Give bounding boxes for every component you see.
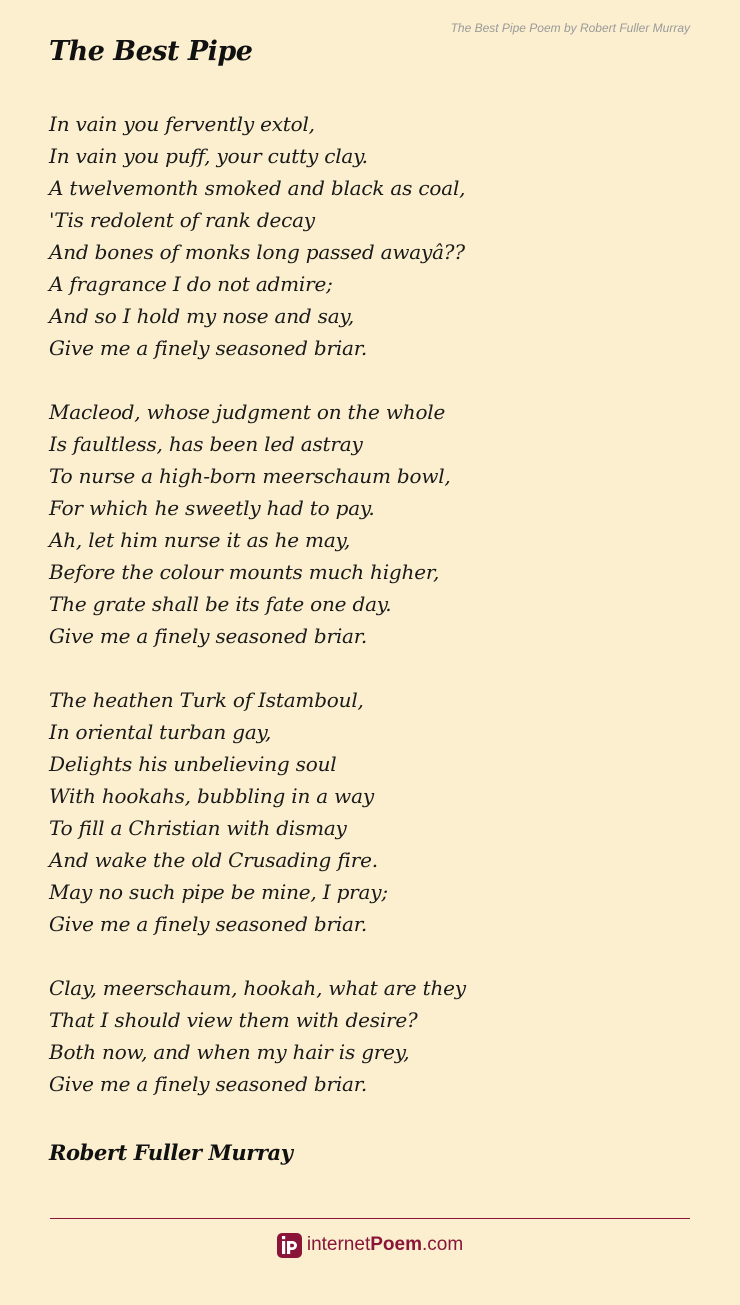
stanza-4 bbox=[49, 972, 689, 1100]
poem-line: And wake the old Crusading fire. bbox=[49, 848, 378, 872]
poem-line: That I should view them with desire? bbox=[49, 1008, 418, 1032]
poem-line: To nurse a high-born meerschaum bowl, bbox=[49, 464, 451, 488]
poem-caption: The Best Pipe Poem by Robert Fuller Murray bbox=[450, 21, 690, 35]
poem-line: And bones of monks long passed awayâ?? bbox=[49, 240, 465, 264]
poem-line: Give me a finely seasoned briar. bbox=[49, 336, 368, 360]
stanza-1 bbox=[49, 108, 689, 364]
poem-author: Robert Fuller Murray bbox=[49, 1140, 293, 1165]
site-name-link[interactable] bbox=[307, 1234, 463, 1256]
poem-body bbox=[49, 108, 689, 1132]
poem-line: Clay, meerschaum, hookah, what are they bbox=[49, 976, 466, 1000]
poem-line: Give me a finely seasoned briar. bbox=[49, 1072, 368, 1096]
site-name-part1: internet bbox=[306, 1234, 371, 1255]
site-footer[interactable] bbox=[0, 1230, 740, 1260]
poem-line: May no such pipe be mine, I pray; bbox=[49, 880, 388, 904]
poem-line: Both now, and when my hair is grey, bbox=[49, 1040, 410, 1064]
poem-line: In vain you fervently extol, bbox=[49, 112, 315, 136]
poem-line: Before the colour mounts much higher, bbox=[49, 560, 440, 584]
poem-line: A fragrance I do not admire; bbox=[49, 272, 333, 296]
poem-title: The Best Pipe bbox=[49, 36, 253, 67]
site-name-part3: .com bbox=[421, 1234, 464, 1255]
poem-line: To fill a Christian with dismay bbox=[49, 816, 347, 840]
poem-line: In vain you puff, your cutty clay. bbox=[49, 144, 368, 168]
poem-line: Delights his unbelieving soul bbox=[49, 752, 337, 776]
stanza-2 bbox=[49, 396, 689, 652]
poem-line: The grate shall be its fate one day. bbox=[49, 592, 392, 616]
poem-line: With hookahs, bubbling in a way bbox=[49, 784, 374, 808]
poem-line: Give me a finely seasoned briar. bbox=[49, 912, 368, 936]
poem-line: Give me a finely seasoned briar. bbox=[49, 624, 368, 648]
poem-line: Ah, let him nurse it as he may, bbox=[49, 528, 351, 552]
footer-divider bbox=[50, 1218, 690, 1219]
poem-line: In oriental turban gay, bbox=[49, 720, 272, 744]
poem-line: The heathen Turk of Istamboul, bbox=[49, 688, 364, 712]
ip-logo-glyph bbox=[277, 1233, 302, 1258]
site-name-part2: Poem bbox=[370, 1234, 422, 1255]
ip-logo-icon bbox=[277, 1233, 302, 1258]
poem-line: And so I hold my nose and say, bbox=[49, 304, 355, 328]
poem-line: Is faultless, has been led astray bbox=[49, 432, 363, 456]
poem-line: For which he sweetly had to pay. bbox=[49, 496, 375, 520]
poem-line: 'Tis redolent of rank decay bbox=[49, 208, 315, 232]
poem-line: Macleod, whose judgment on the whole bbox=[49, 400, 446, 424]
stanza-3 bbox=[49, 684, 689, 940]
poem-line: A twelvemonth smoked and black as coal, bbox=[49, 176, 466, 200]
